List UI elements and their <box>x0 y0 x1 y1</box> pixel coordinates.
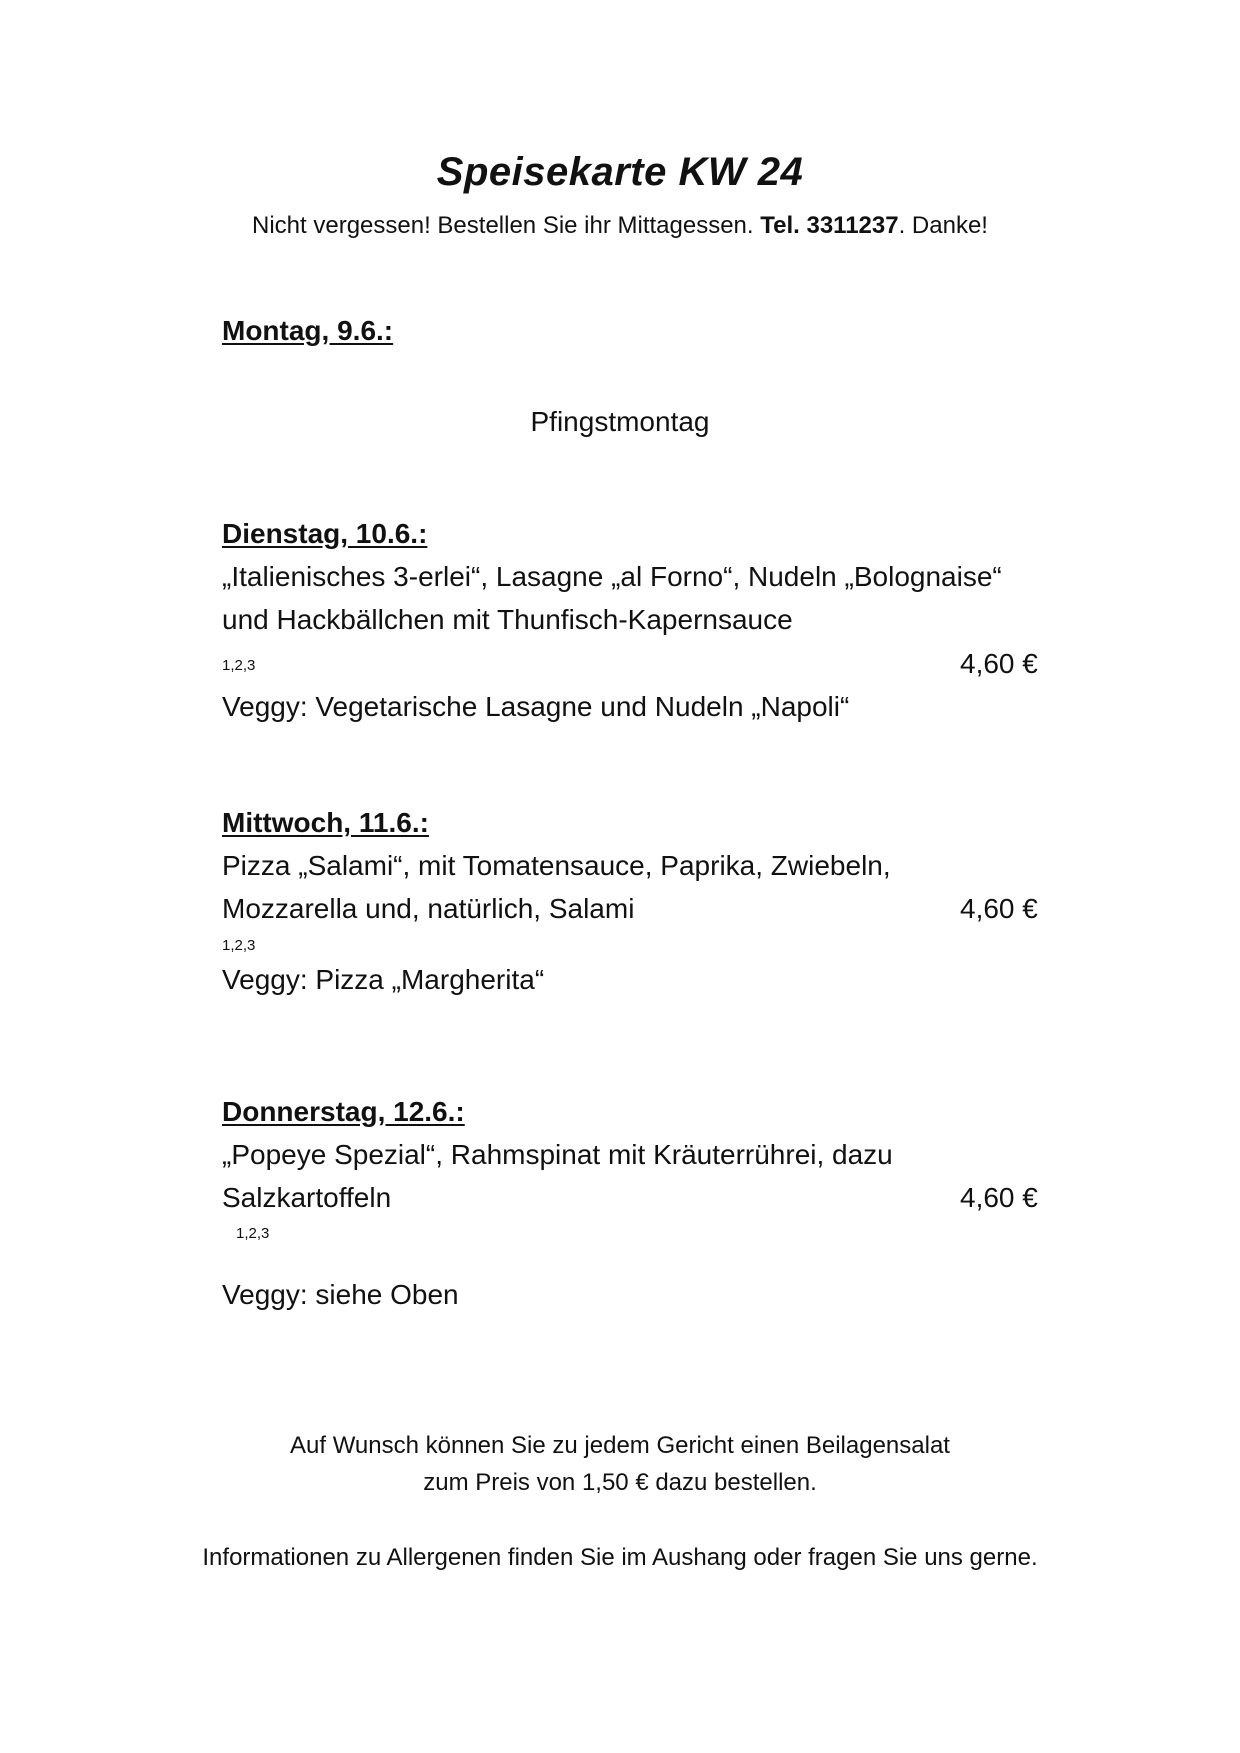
allergen-info: Informationen zu Allergenen finden Sie im Aushang oder fragen Sie uns gerne. <box>202 1544 1038 1571</box>
veggy-option: Veggy: Pizza „Margherita“ <box>222 964 545 995</box>
veggy-option: Veggy: siehe Oben <box>222 1279 459 1310</box>
dish-price: 4,60 € <box>960 893 1038 924</box>
day-heading-thursday: Donnerstag, 12.6.: <box>222 1096 465 1127</box>
day-heading-wednesday: Mittwoch, 11.6.: <box>222 807 429 838</box>
page-title: Speisekarte KW 24 <box>436 150 804 194</box>
salad-offer-price-line: zum Preis von 1,50 € dazu bestellen. <box>423 1469 817 1496</box>
dish-description-line: Pizza „Salami“, mit Tomatensauce, Paprika, Zwiebeln, <box>222 850 891 881</box>
dish-description-line: „Italienisches 3-erlei“, Lasagne „al Forno“, Nudeln „Bolognaise“ <box>222 561 1002 592</box>
salad-offer-line: Auf Wunsch können Sie zu jedem Gericht einen Beilagensalat <box>290 1432 950 1459</box>
phone-number: Tel. 3311237 <box>760 212 899 239</box>
allergen-codes: 1,2,3 <box>222 937 256 954</box>
order-reminder-text: Nicht vergessen! Bestellen Sie ihr Mittagessen. <box>252 212 754 239</box>
dish-price: 4,60 € <box>960 648 1038 679</box>
order-reminder <box>0 212 1240 240</box>
dish-description-line: „Popeye Spezial“, Rahmspinat mit Kräuterrührei, dazu <box>222 1139 893 1170</box>
holiday-note: Pfingstmontag <box>530 406 710 437</box>
allergen-codes: 1,2,3 <box>236 1225 270 1242</box>
order-reminder-thanks: . Danke! <box>898 212 988 239</box>
allergen-codes: 1,2,3 <box>222 657 256 674</box>
dish-description-line: und Hackbällchen mit Thunfisch-Kapernsauce <box>222 604 793 635</box>
day-heading-monday: Montag, 9.6.: <box>222 315 394 346</box>
veggy-option: Veggy: Vegetarische Lasagne und Nudeln „Napoli“ <box>222 691 850 722</box>
dish-description-line: Mozzarella und, natürlich, Salami <box>222 893 635 924</box>
day-heading-tuesday: Dienstag, 10.6.: <box>222 518 428 549</box>
dish-description-line: Salzkartoffeln <box>222 1182 392 1213</box>
dish-price: 4,60 € <box>960 1182 1038 1213</box>
